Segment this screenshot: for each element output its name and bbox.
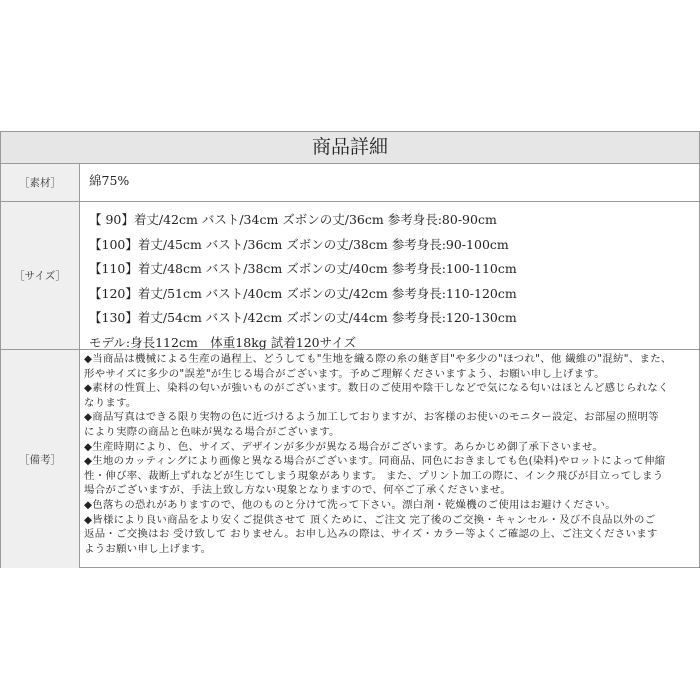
material-row	[1, 164, 699, 202]
model-info-line: モデル:身長112cm 体重18kg 試着120サイズ	[89, 334, 357, 350]
size-line: 【 90】着丈/42cm バスト/34cm ズボンの丈/36cm 参考身長:80-90cm	[89, 212, 497, 227]
note-line: 形やサイズに多少の"誤差"が生じる場合がございます。予めご理解くださいますよう、お願い申し上げます。	[84, 367, 605, 380]
note-line: ◆当商品は機械による生産の過程上、どうしても"生地を織る際の糸の継ぎ目"や多少の"ほつれ"、他 繊維の"混紡"、また、	[84, 353, 672, 365]
note-line: ◆皆様により良い商品をより安くご提供させて 頂くために、ご注文 完了後のご交換・キャンセル・及び不良品以外のご	[84, 513, 656, 526]
size-line: 【100】着丈/45cm バスト/36cm ズボンの丈/38cm 参考身長:90-100cm	[89, 236, 509, 252]
size-row	[1, 202, 699, 350]
size-line: 【110】着丈/48cm バスト/38cm ズボンの丈/40cm 参考身長:100-110cm	[89, 261, 517, 277]
material-value: 綿75%	[89, 173, 130, 188]
note-line: 返品・ご交換はお 受け致して おりません。お申し込みの際は、サイズ・カラー等よくご確認の上、ご注文くださいます	[84, 528, 658, 541]
notes-label: ［備考］	[1, 350, 80, 568]
table-title: 商品詳細	[1, 132, 699, 164]
notes-text	[80, 350, 699, 568]
note-line: 場合がございますが、手法上致し方ない現象となりますので、何卒ご了承くださいませ。	[84, 484, 512, 497]
note-line: ◆色落ちの恐れがありますので、他のものと分けて洗って下さい。漂白剤・乾燥機のご使用はお避けください。	[84, 498, 616, 511]
size-list	[80, 202, 699, 349]
material-label: ［素材］	[1, 164, 80, 201]
note-line: により実際の商品と色味が異なる場合がございます。	[84, 425, 340, 438]
product-detail-table	[0, 131, 700, 568]
note-line: 性・伸び率、裁断上ずれなどが生じてしまう現象があります。 また、プリント加工の際に、インク飛びが目立ってしまう	[84, 469, 664, 482]
note-line: ◆生産時期により、色、サイズ、デザインが多少が異なる場合がございます。あらかじめ御了承下さいませ。	[84, 440, 604, 453]
size-line: 【120】着丈/51cm バスト/40cm ズボンの丈/42cm 参考身長:110-120cm	[89, 285, 517, 301]
size-label: ［サイズ］	[1, 202, 80, 349]
notes-row	[1, 350, 699, 568]
note-line: なります。	[84, 396, 137, 409]
note-line: ◆生地のカッティングにより画像と異なる場合がございます。同商品、同色におきましても色(染料)やロットによって伸縮	[84, 455, 666, 468]
note-line: ◆商品写真はできる限り実物の色に近づけるよう加工しておりますが、お客様のお使いのモニター設定、お部屋の照明等	[84, 411, 659, 424]
note-line: ◆素材の性質上、染料の匂いが強いものがございます。数日のご使用や陰干しなどで気になる匂いはほとんど感じられなく	[84, 382, 669, 395]
size-line: 【130】着丈/54cm バスト/42cm ズボンの丈/44cm 参考身長:120-130cm	[89, 310, 517, 326]
note-line: ようお願い申し上げます。	[84, 542, 212, 555]
